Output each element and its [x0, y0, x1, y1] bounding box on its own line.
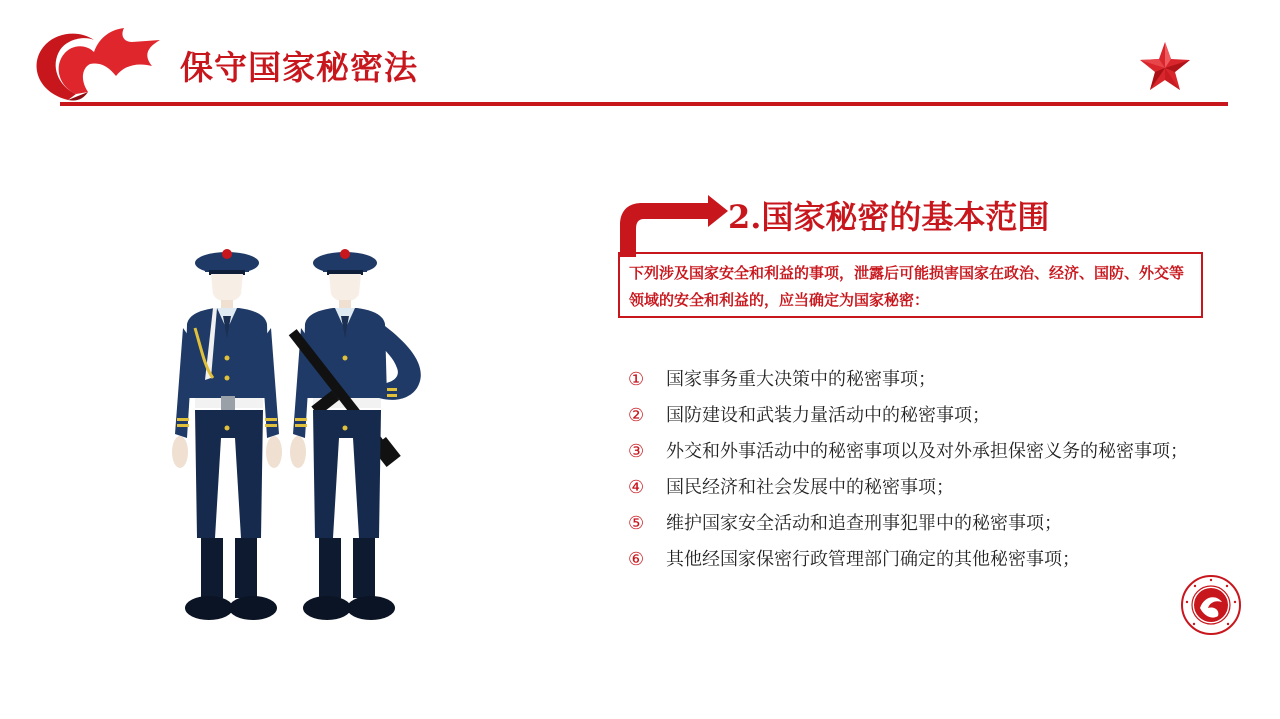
item-number: ②	[628, 405, 645, 426]
item-text: 国民经济和社会发展中的秘密事项；	[666, 477, 954, 498]
list-item	[628, 470, 1208, 506]
item-number: ⑥	[628, 549, 645, 570]
honor-guard-illustration	[165, 238, 445, 638]
soldier-left	[172, 249, 282, 620]
item-text: 维护国家安全活动和追查刑事犯罪中的秘密事项；	[666, 513, 1062, 534]
school-seal-logo	[1180, 574, 1242, 636]
red-star-icon	[1138, 40, 1192, 92]
item-number: ④	[628, 477, 645, 498]
red-ribbon-icon	[28, 22, 163, 110]
item-text: 外交和外事活动中的秘密事项以及对外承担保密义务的秘密事项；	[666, 441, 1188, 462]
item-text: 其他经国家保密行政管理部门确定的其他秘密事项；	[666, 549, 1080, 570]
list-item	[628, 542, 1208, 578]
secret-scope-list	[628, 362, 1208, 578]
soldier-right	[268, 249, 421, 620]
list-item	[628, 506, 1208, 542]
list-item	[628, 434, 1208, 470]
page-title: 保守国家秘密法	[180, 48, 418, 87]
section-arrow-icon	[616, 195, 728, 257]
intro-text: 下列涉及国家安全和利益的事项，泄露后可能损害国家在政治、经济、国防、外交等领域的安全和利益的，应当确定为国家秘密：	[629, 264, 1185, 309]
item-text: 国防建设和武装力量活动中的秘密事项；	[666, 405, 990, 426]
item-number: ①	[628, 369, 645, 390]
item-text: 国家事务重大决策中的秘密事项；	[666, 369, 936, 390]
list-item	[628, 362, 1208, 398]
list-item	[628, 398, 1208, 434]
item-number: ⑤	[628, 513, 645, 534]
header-divider	[60, 102, 1228, 106]
section-title: 2.国家秘密的基本范围	[728, 198, 1050, 236]
item-number: ③	[628, 441, 645, 462]
intro-text-box	[618, 252, 1203, 318]
